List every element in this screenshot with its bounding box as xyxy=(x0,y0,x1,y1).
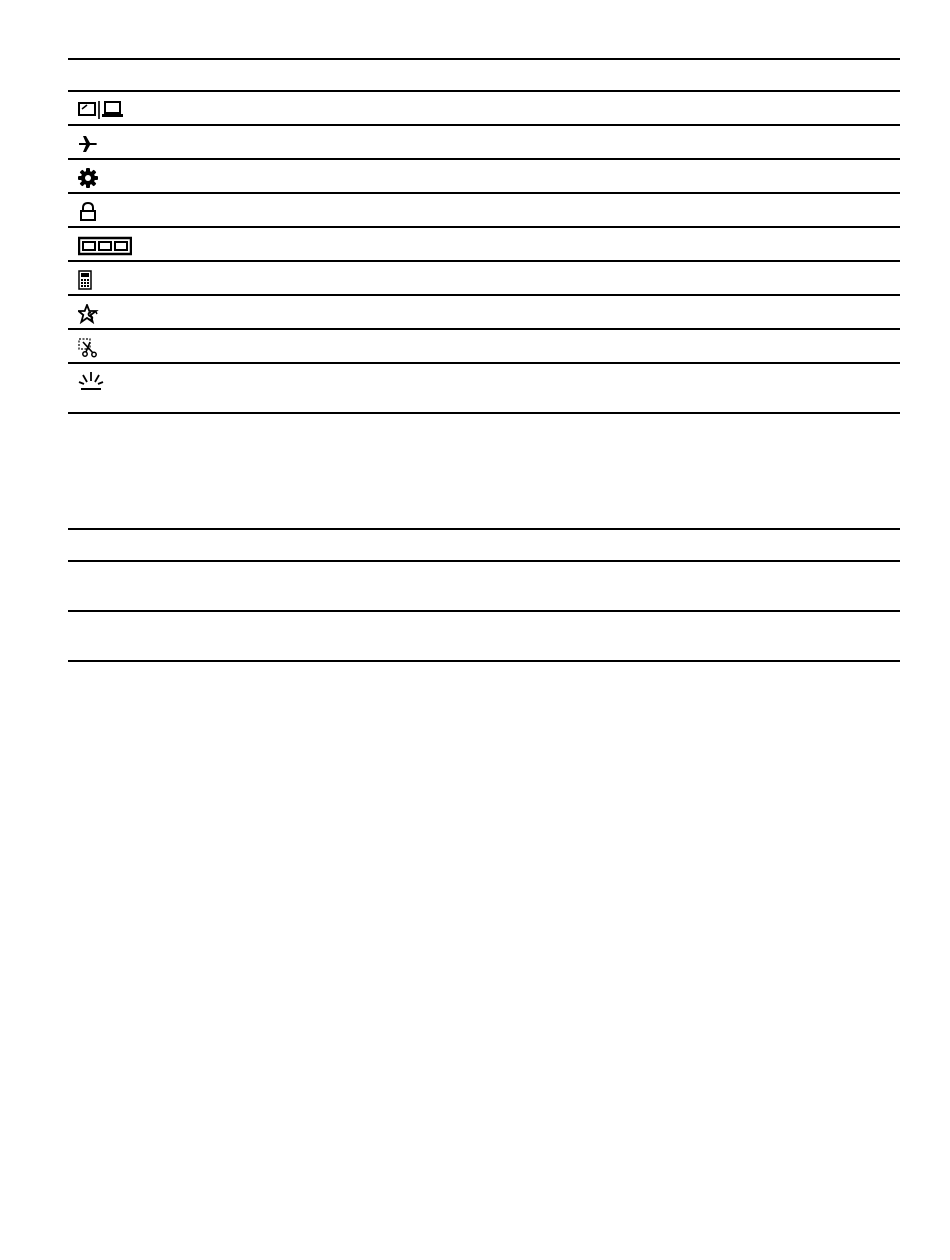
table-row xyxy=(68,92,900,126)
table-row xyxy=(68,296,900,330)
light-sensor-icon xyxy=(78,370,104,392)
table-row xyxy=(68,126,900,160)
table-header-row xyxy=(68,60,900,92)
settings-gear-icon xyxy=(78,168,98,188)
keyboard-backlight-icon xyxy=(78,236,132,256)
hotkey-table xyxy=(68,58,900,414)
display-mode-icon xyxy=(78,100,126,120)
table-row xyxy=(68,228,900,262)
table-row xyxy=(68,160,900,194)
airplane-mode-icon xyxy=(78,134,98,154)
calculator-icon xyxy=(78,270,92,290)
table-row xyxy=(68,562,900,612)
snipping-tool-icon xyxy=(78,338,98,358)
table-row xyxy=(68,364,900,414)
table-row xyxy=(68,330,900,364)
lock-icon xyxy=(78,202,98,222)
table-row xyxy=(68,612,900,662)
table-row xyxy=(68,262,900,296)
table-header-row xyxy=(68,530,900,562)
favorite-star-s-icon xyxy=(78,304,100,324)
table-row xyxy=(68,194,900,228)
secondary-table xyxy=(68,528,900,662)
